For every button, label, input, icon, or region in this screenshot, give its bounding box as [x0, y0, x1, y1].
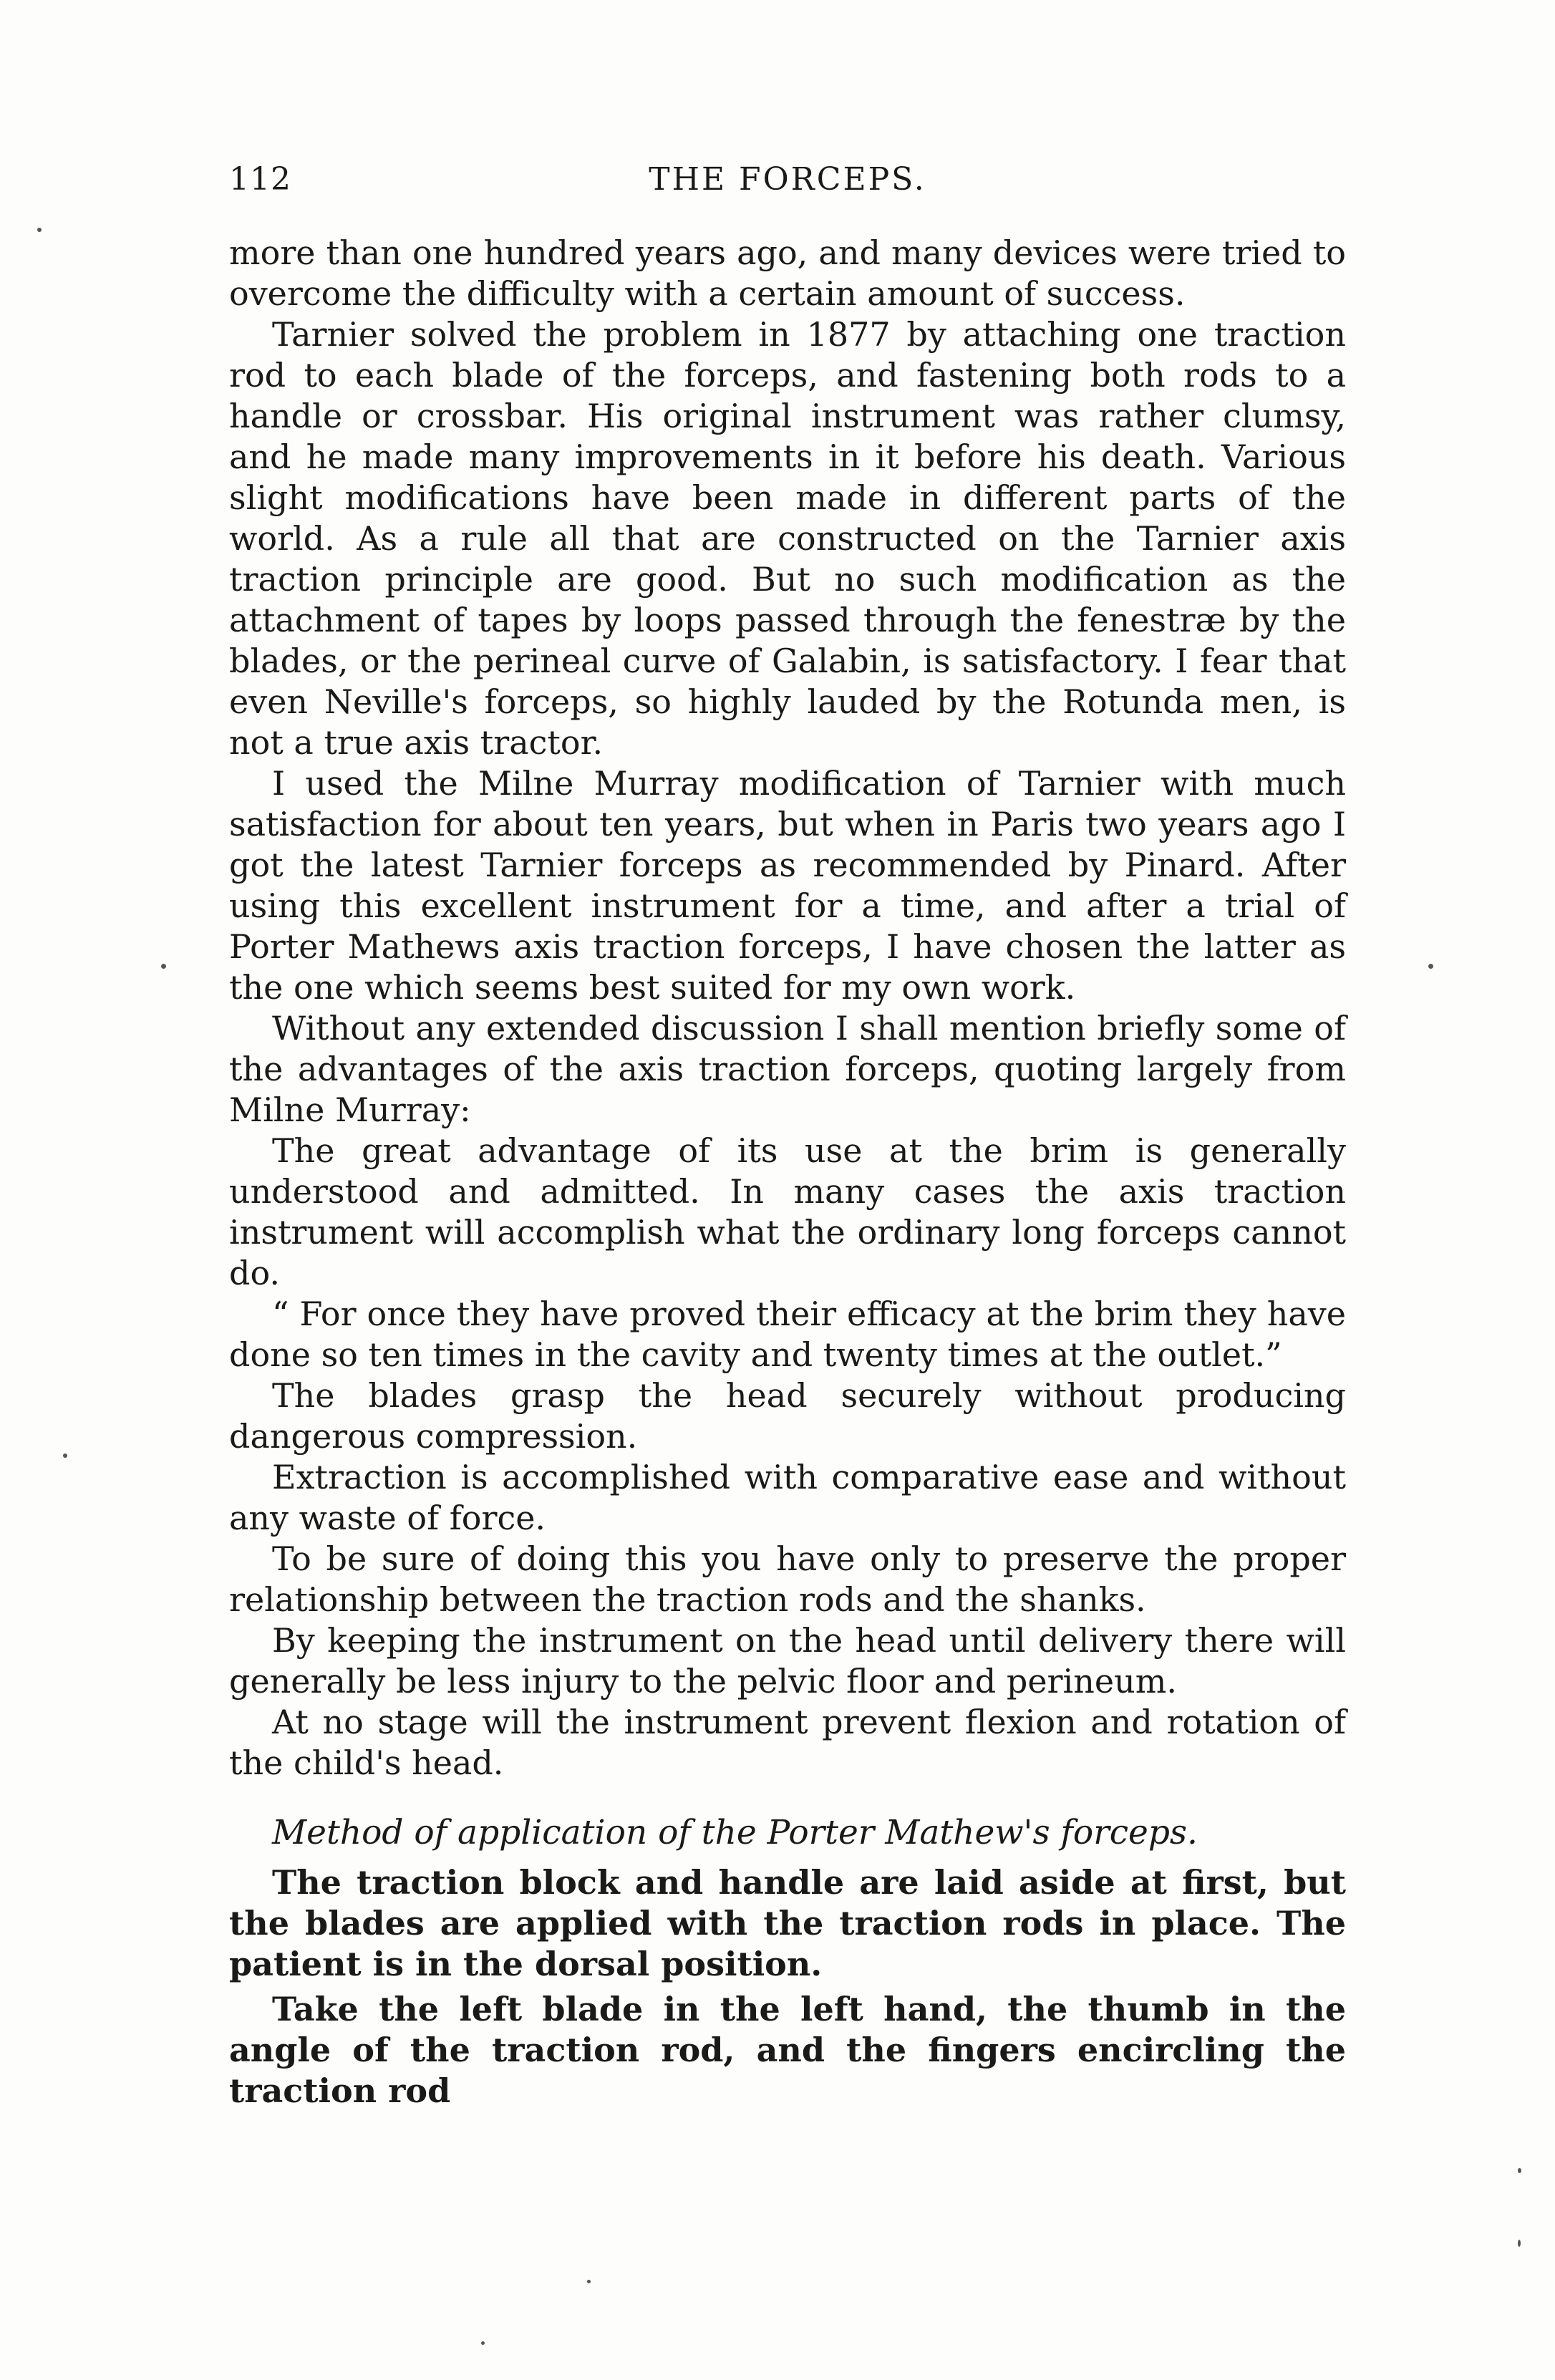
paragraph: I used the Milne Murray modification of Tarnier with much satisfaction for about ten years, but when in Paris two years ago I got the latest Tarnier forceps as recommended by Pinard. After using this excellent instrument for a time, and after a trial of Porter Mathews axis traction forceps, I have chosen the latter as the one which seems best suited for my own work.	[229, 764, 1346, 1007]
body-text	[229, 233, 1346, 2111]
paragraph: Extraction is accomplished with comparative ease and without any waste of force.	[229, 1458, 1346, 1537]
paragraph: The blades grasp the head securely without producing dangerous compression.	[229, 1376, 1346, 1456]
paragraph: Without any extended discussion I shall mention briefly some of the advantages of the axis traction forceps, quoting largely from Milne Murray:	[229, 1009, 1346, 1129]
paragraph: The traction block and handle are laid aside at first, but the blades are applied with the traction rods in place. The patient is in the dorsal position.	[229, 1863, 1346, 1983]
page-header	[229, 147, 1346, 211]
paragraph: Tarnier solved the problem in 1877 by attaching one traction rod to each blade of the forceps, and fastening both rods to a handle or crossbar. His original instrument was rather clumsy, and he made many improvements in it before his death. Various slight modifications have been made in different parts of the world. As a rule all that are constructed on the Tarnier axis traction principle are good. But no such modification as the attachment of tapes by loops passed through the fenestræ by the blades, or the perineal curve of Galabin, is satisfactory. I fear that even Neville's forceps, so highly lauded by the Rotunda men, is not a true axis tractor.	[229, 315, 1346, 762]
scan-speck	[1518, 2240, 1521, 2247]
paragraph: The great advantage of its use at the brim is generally understood and admitted. In many cases the axis traction instrument will accomplish what the ordinary long forceps cannot do.	[229, 1131, 1346, 1292]
scan-speck	[1428, 964, 1433, 969]
scan-speck	[63, 1453, 67, 1458]
running-title: THE FORCEPS.	[649, 161, 926, 198]
scan-speck	[1518, 2168, 1521, 2173]
quotation-paragraph: “ For once they have proved their efficacy at the brim they have done so ten times in the cavity and twenty times at the outlet.”	[229, 1295, 1346, 1374]
section-heading: Method of application of the Porter Mathew's forceps.	[272, 1813, 1198, 1852]
paragraph: more than one hundred years ago, and many devices were tried to overcome the difficulty with a certain amount of success.	[229, 233, 1346, 313]
page-number: 112	[229, 161, 291, 198]
paragraph: To be sure of doing this you have only to preserve the proper relationship between the traction rods and the shanks.	[229, 1539, 1346, 1619]
scan-speck	[37, 228, 42, 232]
paragraph: Take the left blade in the left hand, the thumb in the angle of the traction rod, and the fingers encircling the traction rod	[229, 1990, 1346, 2110]
scan-speck	[161, 964, 166, 969]
paragraph: By keeping the instrument on the head until delivery there will generally be less injury to the pelvic floor and perineum.	[229, 1621, 1346, 1701]
scan-speck	[481, 2341, 485, 2345]
scan-speck	[587, 2280, 591, 2283]
paragraph: At no stage will the instrument prevent flexion and rotation of the child's head.	[229, 1703, 1346, 1782]
